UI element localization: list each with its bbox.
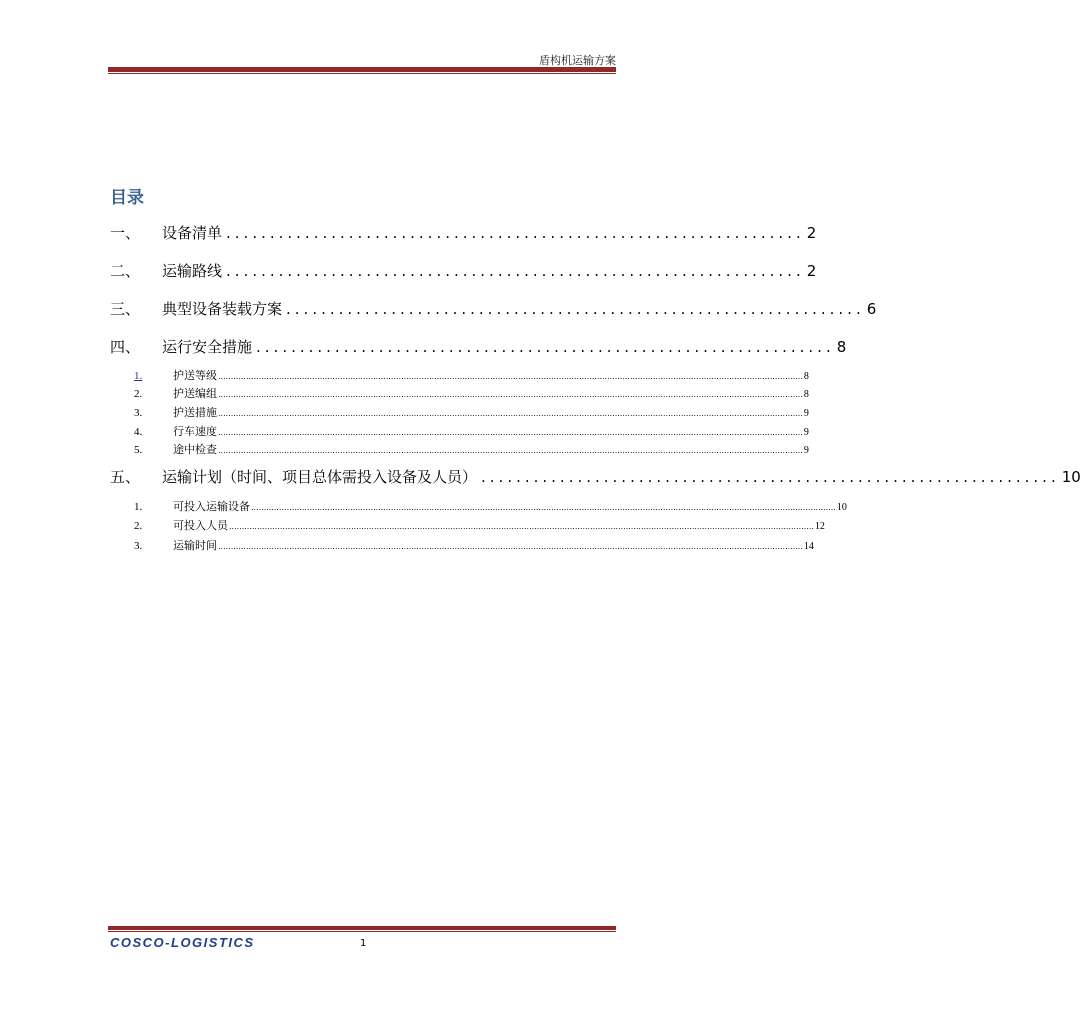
toc-subentry-title: 护送等级 [173,369,217,382]
toc-subentry-title: 可投入人员 [173,519,228,532]
toc-subentry-number: 1. [134,501,143,513]
header-rule [108,67,616,72]
toc-subentry-number: 3. [134,540,143,552]
toc-entry-number: 二、 [110,262,141,280]
page-number: 1 [360,938,367,949]
header-rule-thin [108,73,616,74]
toc-entry-title: 设备清单 [162,224,223,242]
toc-entry-page: 10 [1061,468,1081,486]
toc-subentry[interactable] [134,423,809,439]
toc-leader-dots: ...................................................................................................................................................................................................................................... [218,372,803,381]
toc-entry-title: 典型设备装载方案 [162,300,283,318]
toc-leader-dots: .................................................................. [226,262,805,280]
toc-leader-dots: ...................................................................................................................................................................................................................................... [229,522,814,531]
toc-subentry-page: 8 [803,389,809,400]
toc-entry-title: 运输计划（时间、项目总体需投入设备及人员） [162,468,478,486]
toc-subentry[interactable] [134,367,809,383]
toc-subentry-title: 护送编组 [173,387,217,400]
toc-entry-number: 五、 [110,468,141,486]
toc-entry[interactable] [110,466,1081,488]
toc-subentry-title: 可投入运输设备 [173,500,250,513]
toc-entry[interactable] [110,336,847,358]
toc-subentry-number: 5. [134,444,143,456]
toc-leader-dots: ...................................................................................................................................................................................................................................... [218,542,803,551]
toc-leader-dots: .................................................................. [226,224,805,242]
toc-entry-page: 6 [866,300,877,318]
toc-leader-dots: ...................................................................................................................................................................................................................................... [251,503,836,512]
toc-subentry-page: 14 [803,541,814,552]
toc-subentry-number: 3. [134,407,143,419]
toc-entry[interactable] [110,298,877,320]
toc-entry-number: 三、 [110,300,141,318]
toc-entry-number: 四、 [110,338,141,356]
toc-entry[interactable] [110,260,817,282]
footer-rule-thin [108,931,616,932]
toc-leader-dots: ...................................................................................................................................................................................................................................... [218,446,803,455]
toc-subentry-page: 10 [836,502,847,513]
toc-subentry-number: 1. [134,370,143,382]
toc-subentry[interactable] [134,498,847,514]
toc-subentry-title: 行车速度 [173,425,217,438]
toc-entry-page: 8 [836,338,847,356]
toc-leader-dots: .................................................................. [481,468,1060,486]
running-header: 盾构机运输方案 [539,54,616,67]
toc-subentry[interactable] [134,537,814,553]
toc-heading: 目录 [110,188,144,208]
toc-leader-dots: ...................................................................................................................................................................................................................................... [218,409,803,418]
toc-leader-dots: ...................................................................................................................................................................................................................................... [218,428,803,437]
toc-entry-page: 2 [806,224,817,242]
toc-subentry-title: 途中检查 [173,443,217,456]
toc-subentry-number: 2. [134,388,143,400]
toc-subentry[interactable] [134,404,809,420]
toc-subentry-title: 护送措施 [173,406,217,419]
company-logo: COSCO-LOGISTICS [110,935,255,950]
toc-leader-dots: .................................................................. [256,338,835,356]
toc-leader-dots: .................................................................. [286,300,865,318]
toc-entry-title: 运输路线 [162,262,223,280]
toc-subentry-title: 运输时间 [173,539,217,552]
toc-subentry-number: 2. [134,520,143,532]
toc-subentry-page: 9 [803,408,809,419]
toc-entry-title: 运行安全措施 [162,338,253,356]
toc-subentry-page: 9 [803,445,809,456]
toc-entry-page: 2 [806,262,817,280]
toc-subentry-page: 9 [803,427,809,438]
toc-subentry[interactable] [134,517,825,533]
toc-subentry[interactable] [134,441,809,457]
toc-leader-dots: ...................................................................................................................................................................................................................................... [218,390,803,399]
toc-subentry-page: 8 [803,371,809,382]
toc-entry[interactable] [110,222,817,244]
toc-subentry[interactable] [134,385,809,401]
toc-subentry-page: 12 [814,521,825,532]
toc-entry-number: 一、 [110,224,141,242]
toc-subentry-number: 4. [134,426,143,438]
footer-rule [108,926,616,930]
